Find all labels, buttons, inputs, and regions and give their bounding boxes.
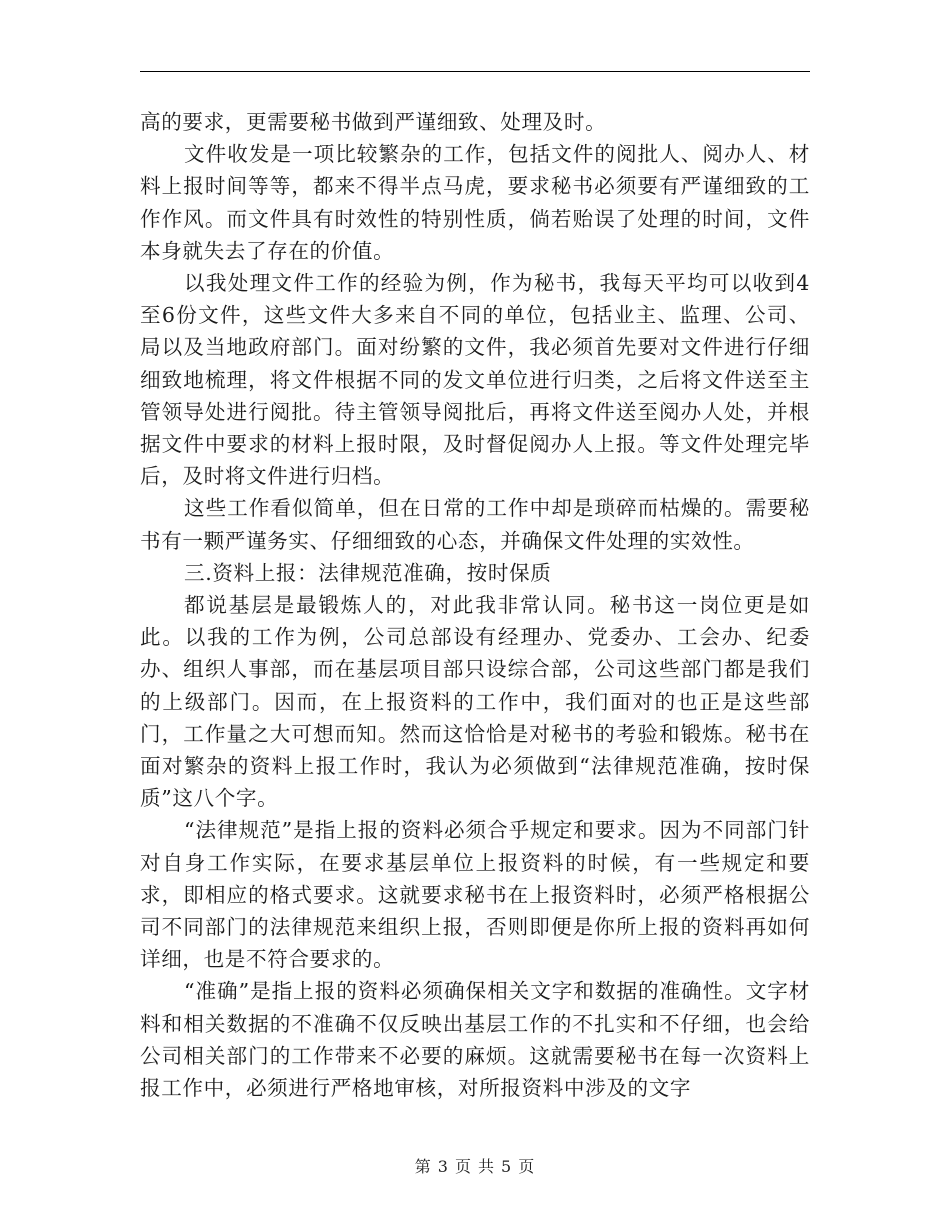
paragraph-accuracy: “准确”是指上报的资料必须确保相关文字和数据的准确性。文字材料和相关数据的不准确不仅反映出基层工作的不扎实和不仔细，也会给公司相关部门的工作带来不必要的麻烦。这就需要秘书在每一次资料上报工作中，必须进行严格地审核，对所报资料中涉及的文字 <box>140 979 810 1101</box>
footer-total-pages: 5 <box>501 1157 513 1176</box>
document-body <box>140 106 810 1104</box>
paragraph-experience-example: 以我处理文件工作的经验为例，作为秘书，我每天平均可以收到4至6份文件，这些文件大多来自不同的单位，包括业主、监理、公司、局以及当地政府部门。面对纷繁的文件，我必须首先要对文件进行仔细细致地梳理，将文件根据不同的发文单位进行归类，之后将文件送至主管领导处进行阅批。待主管领导阅批后，再将文件送至阅办人处，并根据文件中要求的材料上报时限，及时督促阅办人上报。等文件处理完毕后，及时将文件进行归档。 <box>140 271 810 489</box>
paragraph-continuation: 高的要求，更需要秘书做到严谨细致、处理及时。 <box>140 110 607 134</box>
footer-middle: 页 共 <box>454 1157 496 1176</box>
paragraph-file-handling: 文件收发是一项比较繁杂的工作，包括文件的阅批人、阅办人、材料上报时间等等，都来不得半点马虎，要求秘书必须要有严谨细致的工作作风。而文件具有时效性的特别性质，倘若贻误了处理的时间，文件本身就失去了存在的价值。 <box>140 142 810 263</box>
paragraph-summary: 这些工作看似简单，但在日常的工作中却是琐碎而枯燥的。需要秘书有一颗严谨务实、仔细细致的心态，并确保文件处理的实效性。 <box>140 496 810 553</box>
page-number-footer <box>0 1154 950 1177</box>
footer-suffix: 页 <box>518 1157 536 1176</box>
paragraph-grassroots: 都说基层是最锻炼人的，对此我非常认同。秘书这一岗位更是如此。以我的工作为例，公司总部设有经理办、党委办、工会办、纪委办、组织人事部，而在基层项目部只设综合部，公司这些部门都是我们的上级部门。因而，在上报资料的工作中，我们面对的也正是这些部门，工作量之大可想而知。然而这恰恰是对秘书的考验和锻炼。秘书在面对繁杂的资料上报工作时，我认为必须做到“法律规范准确，按时保质”这八个字。 <box>140 593 810 811</box>
header-divider <box>140 71 810 72</box>
footer-current-page: 3 <box>437 1157 449 1176</box>
paragraph-legal-norms: “法律规范”是指上报的资料必须合乎规定和要求。因为不同部门针对自身工作实际，在要求基层单位上报资料的时候，有一些规定和要求，即相应的格式要求。这就要求秘书在上报资料时，必须严格根据公司不同部门的法律规范来组织上报，否则即便是你所上报的资料再如何详细，也是不符合要求的。 <box>140 818 810 972</box>
footer-prefix: 第 <box>414 1157 432 1176</box>
section-heading-data-reporting: 三.资料上报：法律规范准确，按时保质 <box>184 560 552 585</box>
